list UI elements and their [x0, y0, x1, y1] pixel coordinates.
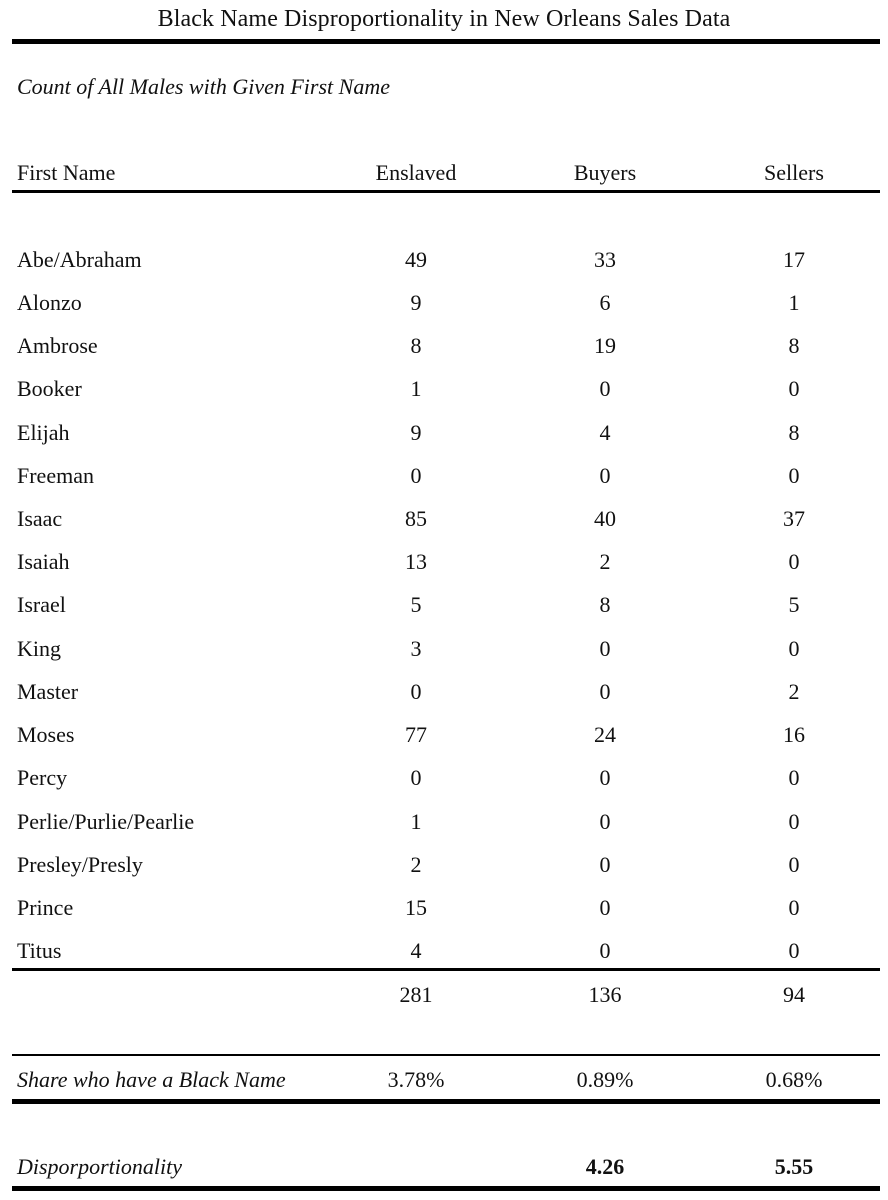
table-title: Black Name Disproportionality in New Orleans Sales Data — [157, 6, 731, 32]
row-sellers: 8 — [788, 420, 800, 445]
row-sellers: 17 — [783, 247, 805, 272]
header-enslaved: Enslaved — [375, 160, 457, 185]
row-buyers: 0 — [599, 765, 611, 790]
row-buyers: 0 — [599, 679, 611, 704]
row-sellers: 0 — [788, 463, 800, 488]
share-buyers: 0.89% — [576, 1067, 634, 1092]
row-sellers: 0 — [788, 376, 800, 401]
row-sellers: 0 — [788, 852, 800, 877]
body-bottom-rule — [12, 968, 880, 971]
row-buyers: 0 — [599, 938, 611, 963]
row-name: Isaiah — [17, 549, 70, 574]
row-name: King — [17, 636, 61, 661]
header-sellers: Sellers — [764, 160, 824, 185]
total-enslaved: 281 — [399, 982, 433, 1007]
row-enslaved: 1 — [410, 376, 422, 401]
row-buyers: 0 — [599, 376, 611, 401]
row-name: Perlie/Purlie/Pearlie — [17, 809, 195, 834]
row-name: Titus — [17, 938, 62, 963]
row-buyers: 19 — [594, 333, 616, 358]
row-sellers: 0 — [788, 549, 800, 574]
row-enslaved: 0 — [410, 765, 422, 790]
row-buyers: 33 — [594, 247, 616, 272]
row-buyers: 40 — [594, 506, 616, 531]
row-sellers: 0 — [788, 765, 800, 790]
row-enslaved: 0 — [410, 679, 422, 704]
row-name: Prince — [17, 895, 74, 920]
row-buyers: 0 — [599, 895, 611, 920]
row-enslaved: 77 — [405, 722, 427, 747]
header-rule — [12, 190, 880, 193]
row-buyers: 0 — [599, 852, 611, 877]
row-enslaved: 85 — [405, 506, 427, 531]
row-enslaved: 2 — [410, 852, 422, 877]
row-name: Abe/Abraham — [17, 247, 142, 272]
row-enslaved: 3 — [410, 636, 422, 661]
row-enslaved: 49 — [405, 247, 427, 272]
share-top-rule — [12, 1054, 880, 1056]
header-first-name: First Name — [17, 160, 116, 185]
header-buyers: Buyers — [573, 160, 637, 185]
row-sellers: 0 — [788, 938, 800, 963]
share-sellers: 0.68% — [765, 1067, 823, 1092]
row-enslaved: 9 — [410, 290, 422, 315]
share-bottom-rule — [12, 1099, 880, 1104]
row-name: Percy — [17, 765, 68, 790]
row-enslaved: 8 — [410, 333, 422, 358]
row-enslaved: 0 — [410, 463, 422, 488]
row-sellers: 0 — [788, 809, 800, 834]
row-buyers: 2 — [599, 549, 611, 574]
row-buyers: 0 — [599, 463, 611, 488]
row-enslaved: 1 — [410, 809, 422, 834]
row-name: Master — [17, 679, 79, 704]
row-buyers: 0 — [599, 809, 611, 834]
row-name: Booker — [17, 376, 82, 401]
row-name: Moses — [17, 722, 75, 747]
disproportionality-sellers: 5.55 — [774, 1154, 814, 1179]
row-buyers: 8 — [599, 592, 611, 617]
disproportionality-buyers: 4.26 — [585, 1154, 625, 1179]
total-buyers: 136 — [588, 982, 622, 1007]
row-enslaved: 9 — [410, 420, 422, 445]
row-name: Ambrose — [17, 333, 98, 358]
final-rule — [12, 1186, 880, 1191]
row-buyers: 0 — [599, 636, 611, 661]
row-sellers: 8 — [788, 333, 800, 358]
row-name: Isaac — [17, 506, 63, 531]
title-rule — [12, 39, 880, 44]
row-name: Presley/Presly — [17, 852, 143, 877]
row-buyers: 6 — [599, 290, 611, 315]
share-label: Share who have a Black Name — [17, 1067, 286, 1092]
row-buyers: 4 — [599, 420, 611, 445]
row-enslaved: 4 — [410, 938, 422, 963]
row-name: Alonzo — [17, 290, 82, 315]
row-sellers: 16 — [783, 722, 805, 747]
total-sellers: 94 — [783, 982, 805, 1007]
row-sellers: 5 — [788, 592, 800, 617]
disproportionality-label: Disporportionality — [17, 1154, 183, 1179]
share-enslaved: 3.78% — [387, 1067, 445, 1092]
row-buyers: 24 — [594, 722, 616, 747]
row-name: Israel — [17, 592, 66, 617]
row-name: Freeman — [17, 463, 94, 488]
row-sellers: 1 — [788, 290, 800, 315]
row-enslaved: 5 — [410, 592, 422, 617]
table-subtitle: Count of All Males with Given First Name — [17, 74, 390, 99]
row-enslaved: 13 — [405, 549, 427, 574]
row-name: Elijah — [17, 420, 70, 445]
row-sellers: 0 — [788, 895, 800, 920]
row-sellers: 0 — [788, 636, 800, 661]
row-enslaved: 15 — [405, 895, 427, 920]
row-sellers: 37 — [783, 506, 805, 531]
row-sellers: 2 — [788, 679, 800, 704]
